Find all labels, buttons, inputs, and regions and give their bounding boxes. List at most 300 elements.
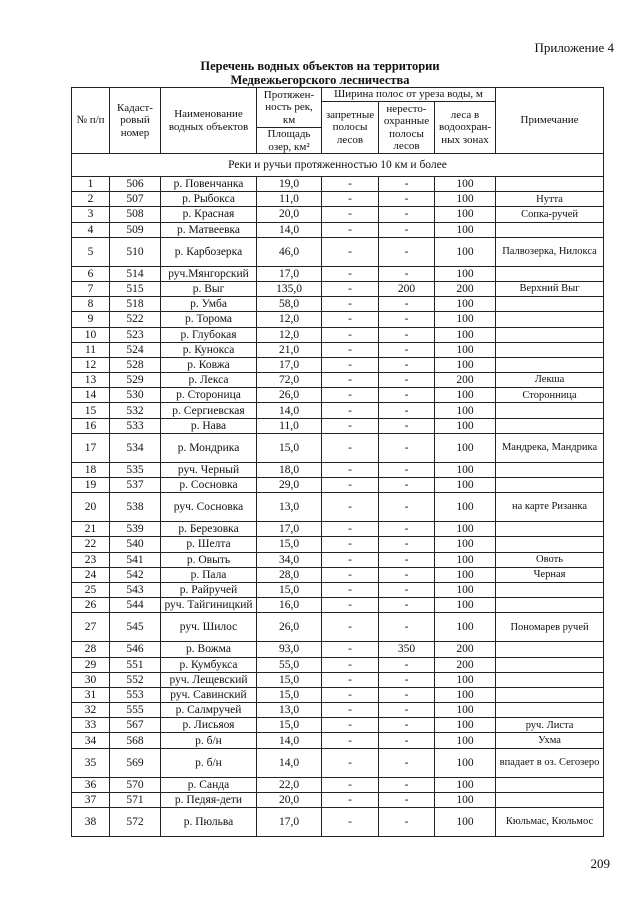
water-body-name: р. Мондрика [161,433,257,462]
forbidden-width: - [322,281,379,296]
table-row [72,403,604,418]
cadastral-number: 515 [110,281,161,296]
note-value [496,657,604,672]
length-value: 22,0 [257,777,322,792]
appendix-label: Приложение 4 [534,40,614,55]
cadastral-number: 542 [110,567,161,582]
length-value: 14,0 [257,748,322,777]
note-value: руч. Листа [496,718,604,733]
protection-width: 200 [435,373,496,388]
note-value: Верхний Выг [496,281,604,296]
water-body-name: р. Вожма [161,642,257,657]
forbidden-width: - [322,462,379,477]
note-value: Овоть [496,552,604,567]
spawning-width: - [379,297,435,312]
note-value [496,266,604,281]
length-value: 17,0 [257,266,322,281]
cadastral-number: 508 [110,207,161,222]
spawning-width: - [379,777,435,792]
length-value: 135,0 [257,281,322,296]
row-number: 9 [72,312,110,327]
note-value [496,777,604,792]
spawning-width: - [379,657,435,672]
header-protection: леса в водоохран-ных зонах [435,102,496,154]
protection-width: 100 [435,433,496,462]
table-body [72,154,604,837]
length-value: 17,0 [257,522,322,537]
row-number: 36 [72,777,110,792]
spawning-width: - [379,237,435,266]
spawning-width: - [379,388,435,403]
water-body-name: р. Пала [161,567,257,582]
protection-width: 200 [435,642,496,657]
water-body-name: р. Умба [161,297,257,312]
water-body-name: р. Лекса [161,373,257,388]
forbidden-width: - [322,567,379,582]
water-body-name: р. Повенчанка [161,177,257,192]
protection-width: 100 [435,703,496,718]
note-value: Лекша [496,373,604,388]
note-value [496,403,604,418]
note-value [496,672,604,687]
protection-width: 100 [435,462,496,477]
spawning-width: - [379,462,435,477]
table-row [72,266,604,281]
row-number: 11 [72,342,110,357]
cadastral-number: 570 [110,777,161,792]
cadastral-number: 568 [110,733,161,748]
table-row [72,462,604,477]
forbidden-width: - [322,357,379,372]
forbidden-width: - [322,733,379,748]
forbidden-width: - [322,777,379,792]
row-number: 20 [72,493,110,522]
header-length: Протяжен-ность рек, км [257,88,322,128]
water-body-name: р. Карбозерка [161,237,257,266]
table-row [72,433,604,462]
note-value [496,312,604,327]
note-value [496,357,604,372]
cadastral-number: 535 [110,462,161,477]
table-row [72,493,604,522]
row-number: 14 [72,388,110,403]
forbidden-width: - [322,582,379,597]
forbidden-width: - [322,237,379,266]
header-name: Наименование водных объектов [161,88,257,154]
forbidden-width: - [322,418,379,433]
spawning-width: - [379,403,435,418]
table-row [72,207,604,222]
cadastral-number: 539 [110,522,161,537]
water-body-name: р. Кумбукса [161,657,257,672]
forbidden-width: - [322,672,379,687]
water-body-name: р. б/н [161,733,257,748]
spawning-width: - [379,808,435,837]
length-value: 58,0 [257,297,322,312]
note-value [496,418,604,433]
water-body-name: руч. Тайгиницкий [161,598,257,613]
spawning-width: - [379,373,435,388]
protection-width: 100 [435,493,496,522]
note-value: Палвозерка, Нилокса [496,237,604,266]
length-value: 34,0 [257,552,322,567]
note-value [496,327,604,342]
row-number: 21 [72,522,110,537]
cadastral-number: 522 [110,312,161,327]
cadastral-number: 529 [110,373,161,388]
protection-width: 100 [435,582,496,597]
forbidden-width: - [322,222,379,237]
forbidden-width: - [322,598,379,613]
row-number: 15 [72,403,110,418]
length-value: 26,0 [257,388,322,403]
water-body-name: р. Кунокса [161,342,257,357]
cadastral-number: 546 [110,642,161,657]
table-row [72,327,604,342]
row-number: 13 [72,373,110,388]
length-value: 13,0 [257,493,322,522]
note-value [496,582,604,597]
spawning-width: - [379,718,435,733]
length-value: 15,0 [257,537,322,552]
forbidden-width: - [322,718,379,733]
spawning-width: - [379,687,435,702]
spawning-width: - [379,207,435,222]
note-value [496,792,604,807]
note-value: Сопка-ручей [496,207,604,222]
protection-width: 100 [435,808,496,837]
cadastral-number: 540 [110,537,161,552]
forbidden-width: - [322,388,379,403]
cadastral-number: 533 [110,418,161,433]
forbidden-width: - [322,792,379,807]
length-value: 15,0 [257,433,322,462]
spawning-width: - [379,733,435,748]
water-body-name: руч.Мянгорский [161,266,257,281]
note-value [496,462,604,477]
water-body-name: р. Нава [161,418,257,433]
table-row [72,357,604,372]
row-number: 25 [72,582,110,597]
table-row [72,657,604,672]
protection-width: 100 [435,748,496,777]
table-row [72,777,604,792]
forbidden-width: - [322,312,379,327]
length-value: 11,0 [257,192,322,207]
water-body-name: р. Ковжа [161,357,257,372]
forbidden-width: - [322,433,379,462]
table-row [72,733,604,748]
row-number: 12 [72,357,110,372]
title-line-2: Медвежьегорского лесничества [230,73,410,87]
forbidden-width: - [322,192,379,207]
forbidden-width: - [322,207,379,222]
forbidden-width: - [322,327,379,342]
water-body-name: р. Торома [161,312,257,327]
water-body-name: р. Сосновка [161,478,257,493]
water-body-name: р. Сергиевская [161,403,257,418]
length-value: 14,0 [257,222,322,237]
protection-width: 100 [435,312,496,327]
note-value: на карте Ризанка [496,493,604,522]
spawning-width: - [379,327,435,342]
table-row [72,237,604,266]
water-body-name: р. Красная [161,207,257,222]
cadastral-number: 572 [110,808,161,837]
forbidden-width: - [322,613,379,642]
spawning-width: 200 [379,281,435,296]
protection-width: 100 [435,266,496,281]
spawning-width: - [379,703,435,718]
protection-width: 100 [435,418,496,433]
spawning-width: - [379,582,435,597]
spawning-width: - [379,522,435,537]
water-body-name: р. Стороница [161,388,257,403]
cadastral-number: 555 [110,703,161,718]
row-number: 23 [72,552,110,567]
row-number: 27 [72,613,110,642]
protection-width: 100 [435,388,496,403]
water-body-name: р. Матвеевка [161,222,257,237]
protection-width: 100 [435,567,496,582]
protection-width: 100 [435,297,496,312]
table-row [72,552,604,567]
protection-width: 100 [435,687,496,702]
row-number: 18 [72,462,110,477]
header-forbidden: запретные полосы лесов [322,102,379,154]
forbidden-width: - [322,552,379,567]
title-line-1: Перечень водных объектов на территории [200,59,440,73]
row-number: 33 [72,718,110,733]
table-row [72,177,604,192]
document-title [0,59,640,87]
row-number: 16 [72,418,110,433]
row-number: 7 [72,281,110,296]
length-value: 21,0 [257,342,322,357]
protection-width: 100 [435,327,496,342]
spawning-width: - [379,433,435,462]
table-row [72,792,604,807]
length-value: 15,0 [257,672,322,687]
table-row [72,748,604,777]
row-number: 8 [72,297,110,312]
forbidden-width: - [322,687,379,702]
protection-width: 100 [435,733,496,748]
forbidden-width: - [322,373,379,388]
forbidden-width: - [322,642,379,657]
protection-width: 100 [435,403,496,418]
length-value: 19,0 [257,177,322,192]
water-body-name: р. Глубокая [161,327,257,342]
length-value: 14,0 [257,403,322,418]
forbidden-width: - [322,403,379,418]
spawning-width: - [379,418,435,433]
spawning-width: - [379,192,435,207]
length-value: 13,0 [257,703,322,718]
spawning-width: - [379,613,435,642]
spawning-width: - [379,552,435,567]
row-number: 17 [72,433,110,462]
cadastral-number: 518 [110,297,161,312]
spawning-width: 350 [379,642,435,657]
note-value: Мандрека, Мандрика [496,433,604,462]
water-body-name: р. Лисьяоя [161,718,257,733]
protection-width: 200 [435,281,496,296]
table-row [72,281,604,296]
table-row [72,567,604,582]
length-value: 20,0 [257,792,322,807]
protection-width: 100 [435,672,496,687]
protection-width: 100 [435,237,496,266]
note-value [496,522,604,537]
length-value: 93,0 [257,642,322,657]
spawning-width: - [379,792,435,807]
length-value: 29,0 [257,478,322,493]
row-number: 35 [72,748,110,777]
forbidden-width: - [322,478,379,493]
note-value [496,177,604,192]
water-body-name: руч. Черный [161,462,257,477]
cadastral-number: 543 [110,582,161,597]
row-number: 1 [72,177,110,192]
spawning-width: - [379,266,435,281]
row-number: 38 [72,808,110,837]
cadastral-number: 509 [110,222,161,237]
table-row [72,312,604,327]
water-body-name: р. Рыбокса [161,192,257,207]
cadastral-number: 524 [110,342,161,357]
cadastral-number: 506 [110,177,161,192]
protection-width: 200 [435,657,496,672]
length-value: 28,0 [257,567,322,582]
length-value: 14,0 [257,733,322,748]
note-value [496,342,604,357]
protection-width: 100 [435,552,496,567]
protection-width: 100 [435,207,496,222]
row-number: 10 [72,327,110,342]
row-number: 19 [72,478,110,493]
table-row [72,642,604,657]
cadastral-number: 528 [110,357,161,372]
spawning-width: - [379,342,435,357]
water-body-name: р. Выг [161,281,257,296]
protection-width: 100 [435,222,496,237]
length-value: 16,0 [257,598,322,613]
spawning-width: - [379,567,435,582]
note-value [496,642,604,657]
forbidden-width: - [322,703,379,718]
length-value: 15,0 [257,582,322,597]
water-body-name: р. б/н [161,748,257,777]
page-number: 209 [590,856,610,871]
table-row [72,687,604,702]
table-row [72,342,604,357]
cadastral-number: 530 [110,388,161,403]
row-number: 29 [72,657,110,672]
table-row [72,808,604,837]
header-width-group: Ширина полос от уреза воды, м [322,88,496,102]
protection-width: 100 [435,598,496,613]
table-row [72,388,604,403]
note-value: Кюльмас, Кюльмос [496,808,604,837]
length-value: 12,0 [257,327,322,342]
protection-width: 100 [435,613,496,642]
table-row [72,478,604,493]
row-number: 22 [72,537,110,552]
note-value [496,537,604,552]
row-number: 3 [72,207,110,222]
section-title: Реки и ручьи протяженностью 10 км и более [72,154,604,177]
table-row [72,418,604,433]
water-body-name: р. Райручей [161,582,257,597]
row-number: 2 [72,192,110,207]
note-value [496,687,604,702]
table-row [72,297,604,312]
spawning-width: - [379,748,435,777]
forbidden-width: - [322,493,379,522]
table-row [72,718,604,733]
table-row [72,613,604,642]
length-value: 12,0 [257,312,322,327]
length-value: 17,0 [257,357,322,372]
forbidden-width: - [322,808,379,837]
forbidden-width: - [322,266,379,281]
length-value: 20,0 [257,207,322,222]
cadastral-number: 553 [110,687,161,702]
note-value: Нутта [496,192,604,207]
row-number: 37 [72,792,110,807]
table-row [72,598,604,613]
cadastral-number: 534 [110,433,161,462]
forbidden-width: - [322,522,379,537]
spawning-width: - [379,598,435,613]
protection-width: 100 [435,792,496,807]
note-value: Пономарев ручей [496,613,604,642]
note-value: Ухма [496,733,604,748]
row-number: 34 [72,733,110,748]
spawning-width: - [379,478,435,493]
cadastral-number: 538 [110,493,161,522]
length-value: 72,0 [257,373,322,388]
protection-width: 100 [435,357,496,372]
header-note: Примечание [496,88,604,154]
row-number: 24 [72,567,110,582]
length-value: 26,0 [257,613,322,642]
note-value: Черная [496,567,604,582]
forbidden-width: - [322,177,379,192]
spawning-width: - [379,312,435,327]
water-body-name: р. Педяя-дети [161,792,257,807]
table-row [72,522,604,537]
note-value [496,222,604,237]
water-body-name: руч. Сосновка [161,493,257,522]
cadastral-number: 569 [110,748,161,777]
cadastral-number: 510 [110,237,161,266]
cadastral-number: 523 [110,327,161,342]
protection-width: 100 [435,478,496,493]
water-bodies-table [71,87,604,837]
water-body-name: р. Салмручей [161,703,257,718]
forbidden-width: - [322,657,379,672]
row-number: 6 [72,266,110,281]
header-cadastral: Кадаст-ровый номер [110,88,161,154]
spawning-width: - [379,222,435,237]
length-value: 15,0 [257,718,322,733]
table-row [72,373,604,388]
protection-width: 100 [435,342,496,357]
protection-width: 100 [435,718,496,733]
table-row [72,537,604,552]
